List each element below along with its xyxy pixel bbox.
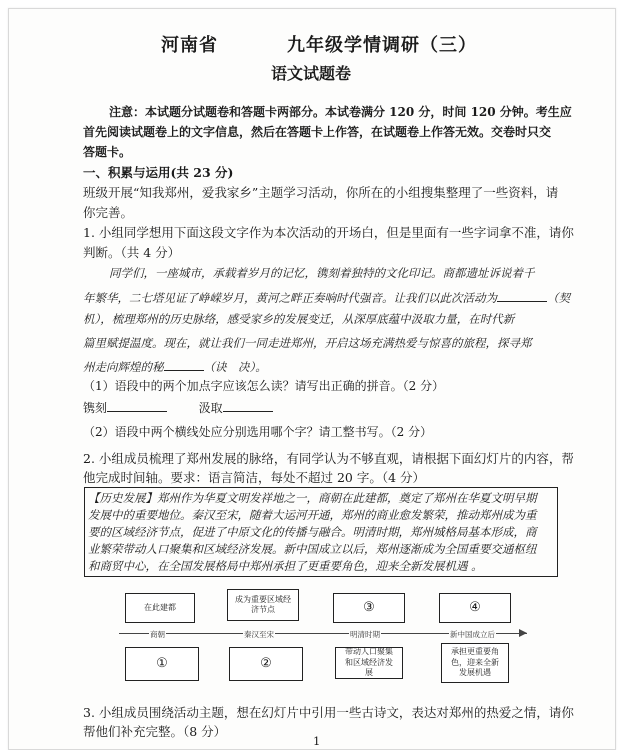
notice-line-1: 注意：本试题分试题卷和答题卡两部分。本试卷满分 120 分，时间 120 分钟。考生应 <box>109 105 572 119</box>
exam-page <box>8 8 616 750</box>
q1-passage-line-5-text: 州走向辉煌的秘 <box>83 360 164 374</box>
q1-sub-1: （1）语段中的两个加点字应该怎么读？请写出正确的拼音。（2 分） <box>83 379 445 393</box>
section-intro-1: 班级开展“知我郑州，爱我家乡”主题学习活动，你所在的小组搜集整理了一些资料，请 <box>83 185 559 200</box>
timeline-bottom-box-4: 承担更重要角色，迎来全新发展机遇 <box>441 643 509 683</box>
period-label-4: 新中国成立后 <box>450 630 495 639</box>
q1-pinyin-answers <box>83 399 273 416</box>
history-line-3: 要的区域经济节点，促进了中原文化的传播与融合。明清时期，郑州城格局基本形成，商 <box>88 525 537 539</box>
exam-subtitle: 语文试题卷 <box>271 64 352 83</box>
pinyin-blank-1 <box>107 399 167 412</box>
pinyin-blank-2 <box>223 399 273 412</box>
period-label-2: 秦汉至宋 <box>244 630 274 639</box>
q1-passage-line-3: 机），梳理郑州的历史脉络，感受家乡的发展变迁，从深厚底蕴中汲取力量，在时代新 <box>83 312 515 326</box>
word-2: 汲取 <box>198 401 223 415</box>
history-box <box>84 487 558 577</box>
timeline-arrow <box>519 629 527 637</box>
q1-stem-2: 判断。（共 4 分） <box>83 245 181 260</box>
notice-line-3: 答题卡。 <box>83 145 132 159</box>
timeline-bottom-box-2: ② <box>229 647 303 681</box>
timeline-bottom-box-1: ① <box>125 647 199 681</box>
timeline-top-box-2: 成为重要区域经济节点 <box>227 589 299 621</box>
page-number: 1 <box>313 734 321 748</box>
section-intro-2: 你完善。 <box>83 205 134 220</box>
history-line-2: 发展中的重要地位。秦汉至宋，随着大运河开通，郑州的商业愈发繁荣，推动郑州成为重 <box>88 508 537 522</box>
word-1: 镌刻 <box>83 401 108 415</box>
q3-stem-1: 3. 小组成员围绕活动主题，想在幻灯片中引用一些古诗文，表达对郑州的热爱之情，请你 <box>83 705 574 720</box>
q1-passage-line-5-hint: （诀 决）。 <box>203 360 267 374</box>
period-label-1: 商朝 <box>150 630 165 639</box>
history-line-5: 和商贸中心，在全国发展格局中郑州承担了更重要角色，迎来全新发展机遇 。 <box>88 559 483 573</box>
q1-sub-2: （2）语段中两个横线处应分别选用哪个字？请工整书写。（2 分） <box>83 425 433 439</box>
q2-stem-1: 2. 小组成员梳理了郑州发展的脉络，有同学认为不够直观，请根据下面幻灯片的内容，帮 <box>83 451 574 466</box>
q3-stem-2: 帮他们补充完整。（8 分） <box>83 724 227 739</box>
q2-stem-2: 他完成时间轴。要求：语言简洁，每处不超过 20 字。（4 分） <box>83 470 426 485</box>
q1-passage-line-2 <box>83 289 570 306</box>
history-line-4: 业繁荣带动人口聚集和区域经济发展。新中国成立以后，郑州逐渐成为全国重要交通枢纽 <box>88 542 537 556</box>
exam-title: 九年级学情调研（三） <box>287 35 477 56</box>
q1-passage-line-2-text: 年繁华，二七塔见证了峥嵘岁月，黄河之畔正奏响时代强音。让我们以此次活动为 <box>83 291 497 305</box>
timeline-top-box-4: ④ <box>439 593 511 623</box>
timeline-bottom-box-3: 带动人口聚集和区域经济发展 <box>335 647 403 679</box>
timeline-diagram <box>119 589 527 699</box>
q1-passage-line-2-hint: （契 <box>547 291 570 305</box>
q1-passage-line-5 <box>83 358 267 375</box>
province-title: 河南省 <box>161 35 218 56</box>
q1-stem-1: 1. 小组同学想用下面这段文字作为本次活动的开场白，但是里面有一些字词拿不准，请你 <box>83 225 574 240</box>
q1-passage-line-1: 同学们，一座城市，承载着岁月的记忆，镌刻着独特的文化印记。商都遗址诉说着千 <box>109 266 535 280</box>
answer-blank-2 <box>164 358 204 371</box>
period-label-3: 明清时期 <box>350 630 380 639</box>
section-heading: 一、积累与运用(共 23 分) <box>83 165 234 180</box>
answer-blank-1 <box>497 289 547 302</box>
timeline-top-box-3: ③ <box>333 593 405 623</box>
timeline-top-box-1: 在此建都 <box>125 593 195 623</box>
history-line-1: 【历史发展】郑州作为华夏文明发祥地之一，商朝在此建都，奠定了郑州在华夏文明早期 <box>88 491 537 505</box>
q1-passage-line-4: 篇里赋提温度。现在，就让我们一同走进郑州，开启这场充满热爱与惊喜的旅程，探寻郑 <box>83 336 532 350</box>
notice-line-2: 首先阅读试题卷上的文字信息，然后在答题卡上作答，在试题卷上作答无效。交卷时只交 <box>83 125 552 139</box>
